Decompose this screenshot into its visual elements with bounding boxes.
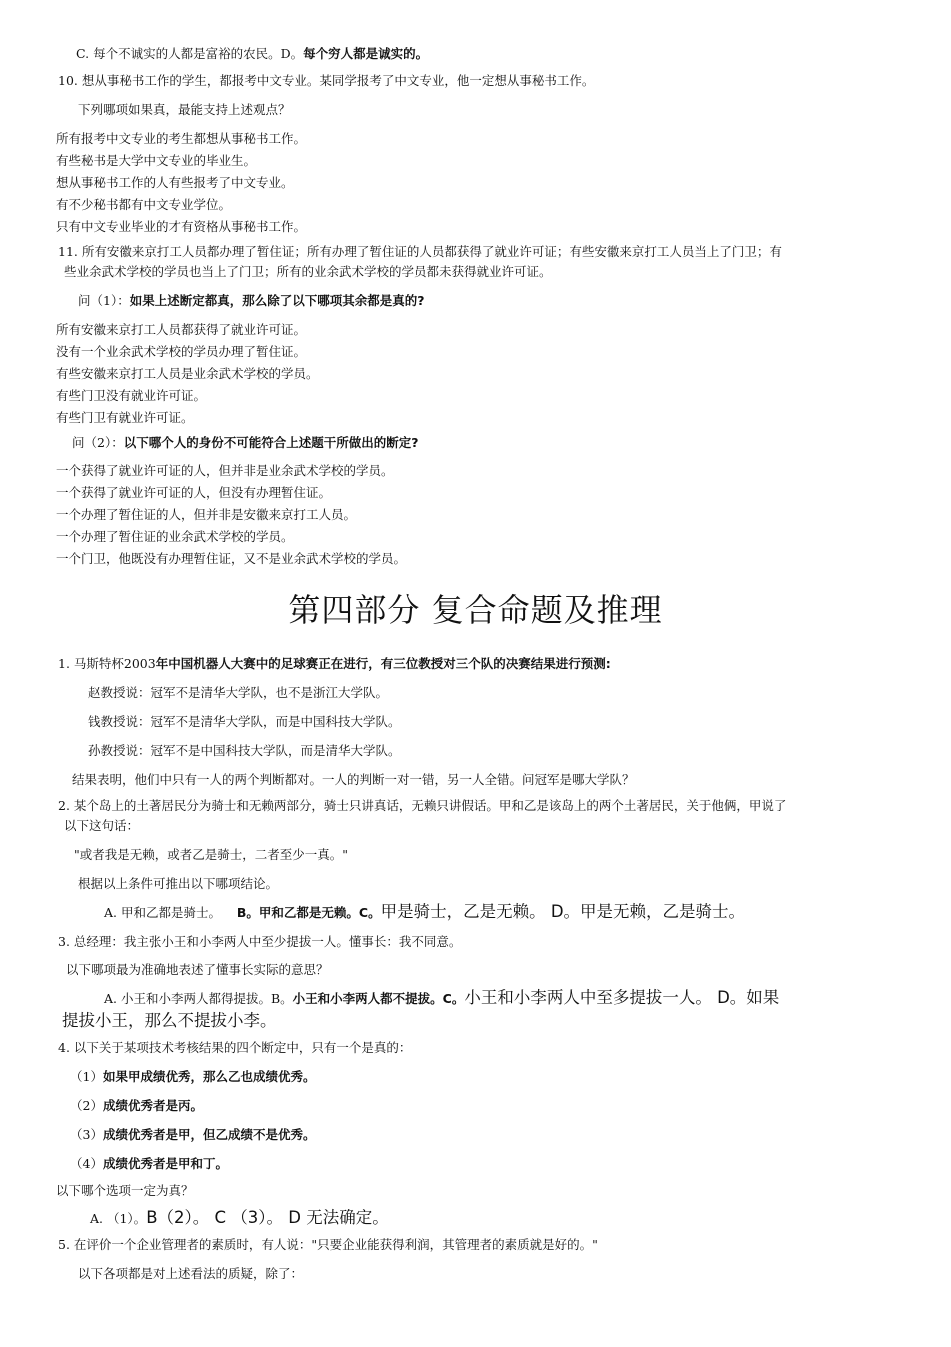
q11-stem-line-2: 些业余武术学校的学员也当上了门卫；所有的业余武术学校的学员都未获得就业许可证。 <box>64 264 552 279</box>
p3-stem: 3. 总经理：我主张小王和小李两人中至少提拔一人。懂事长：我不同意。 <box>58 934 462 949</box>
p4-item-4 <box>70 1155 228 1173</box>
q11-option1-3: 有些安徽来京打工人员是业余武术学校的学员。 <box>56 366 319 381</box>
q11-option1-1: 所有安徽来京打工人员都获得了就业许可证。 <box>56 322 307 337</box>
q10-option-3: 想从事秘书工作的人有些报考了中文专业。 <box>56 175 294 190</box>
q11-ask-2-prefix: 问（2）： <box>72 435 124 450</box>
q11-option1-4: 有些门卫没有就业许可证。 <box>56 388 207 403</box>
p2-ask: 根据以上条件可推出以下哪项结论。 <box>78 876 279 891</box>
p4-item-3-num: （3） <box>70 1127 103 1142</box>
p3-option-a: A. 小王和小李两人都得提拔。B。 <box>104 991 293 1006</box>
q11-option1-5: 有些门卫有就业许可证。 <box>56 410 194 425</box>
p3-options-line <box>104 989 779 1008</box>
q11-ask-1-line <box>78 292 424 310</box>
p2-quote: "或者我是无赖，或者乙是骑士，二者至少一真。" <box>74 847 348 862</box>
q11-option1-2: 没有一个业余武术学校的学员办理了暂住证。 <box>56 344 307 359</box>
q11-stem-line-1: 11. 所有安徽来京打工人员都办理了暂住证；所有办理了暂住证的人员都获得了就业许可证；有些安徽来京打工人员当上了门卫；有 <box>58 244 782 259</box>
p1-result: 结果表明，他们中只有一人的两个判断都对。一人的判断一对一错，另一人全错。问冠军是哪大学队？ <box>72 772 635 787</box>
q11-option2-3: 一个办理了暂住证的人，但并非是安徽来京打工人员。 <box>56 507 357 522</box>
p2-option-cd: 甲是骑士，乙是无赖。 D。甲是无赖，乙是骑士。 <box>380 902 746 921</box>
p4-ask: 以下哪个选项一定为真？ <box>56 1183 194 1198</box>
q11-ask-1: 如果上述断定都真，那么除了以下哪项其余都是真的? <box>129 293 425 308</box>
p3-option-b: 小王和小李两人都不提拔。C。 <box>292 991 465 1006</box>
p1-zhao: 赵教授说：冠军不是清华大学队，也不是浙江大学队。 <box>88 685 389 700</box>
p1-qian: 钱教授说：冠军不是清华大学队，而是中国科技大学队。 <box>88 714 401 729</box>
p5-ask: 以下各项都是对上述看法的质疑，除了： <box>78 1266 304 1281</box>
p4-item-1 <box>70 1068 315 1086</box>
p2-options-line <box>104 903 745 922</box>
q11-option2-5: 一个门卫，他既没有办理暂住证，又不是业余武术学校的学员。 <box>56 551 407 566</box>
p2-stem-line-1: 2. 某个岛上的土著居民分为骑士和无赖两部分，骑士只讲真话，无赖只讲假话。甲和乙是该岛上的两个土著居民，关于他俩，甲说了 <box>58 798 787 813</box>
q11-ask-1-prefix: 问（1）： <box>78 293 130 308</box>
p4-option-a: A. （1）。 <box>90 1211 147 1226</box>
p4-item-2 <box>70 1097 203 1115</box>
p5-stem: 5. 在评价一个企业管理者的素质时，有人说："只要企业能获得利润，其管理者的素质就是好的。" <box>58 1237 598 1252</box>
p4-item-2-text: 成绩优秀者是丙。 <box>102 1098 203 1113</box>
q10-ask: 下列哪项如果真，最能支持上述观点？ <box>78 102 291 117</box>
p4-item-3 <box>70 1126 315 1144</box>
p3-option-c: 小王和小李两人中至多提拔一人。 D。如果 <box>464 988 780 1007</box>
p3-ask: 以下哪项最为准确地表述了懂事长实际的意思？ <box>66 962 329 977</box>
p4-item-3-text: 成绩优秀者是甲，但乙成绩不是优秀。 <box>102 1127 316 1142</box>
p4-item-4-text: 成绩优秀者是甲和丁。 <box>102 1156 228 1171</box>
q10-option-5: 只有中文专业毕业的才有资格从事秘书工作。 <box>56 219 307 234</box>
p2-stem-line-2: 以下这句话： <box>64 818 140 833</box>
p4-option-rest: B（2）。 C （3）。 D 无法确定。 <box>146 1208 389 1227</box>
q11-option2-4: 一个办理了暂住证的业余武术学校的学员。 <box>56 529 294 544</box>
q11-ask-2: 以下哪个人的身份不可能符合上述题干所做出的断定? <box>123 435 419 450</box>
q11-option2-1: 一个获得了就业许可证的人，但并非是业余武术学校的学员。 <box>56 463 394 478</box>
prev-option-line <box>76 45 428 63</box>
p2-option-a: A. 甲和乙都是骑士。 <box>104 905 221 920</box>
q10-option-1: 所有报考中文专业的考生都想从事秘书工作。 <box>56 131 307 146</box>
p2-option-b: B。甲和乙都是无赖。C。 <box>236 905 381 920</box>
section-title: 第四部分 复合命题及推理 <box>288 591 663 629</box>
p4-stem: 4. 以下关于某项技术考核结果的四个断定中，只有一个是真的： <box>58 1040 412 1055</box>
p1-stem-a: 1. 马斯特杯2003 <box>58 656 156 671</box>
q11-ask-2-line <box>72 434 418 452</box>
p4-item-1-text: 如果甲成绩优秀，那么乙也成绩优秀。 <box>102 1069 316 1084</box>
q11-option2-2: 一个获得了就业许可证的人，但没有办理暂住证。 <box>56 485 332 500</box>
q10-option-2: 有些秘书是大学中文专业的毕业生。 <box>56 153 257 168</box>
p1-stem-b: 年中国机器人大赛中的足球赛正在进行，有三位教授对三个队的决赛结果进行预测: <box>155 656 611 671</box>
p4-options-line <box>90 1209 389 1228</box>
prev-option-c: C. 每个不诚实的人都是富裕的农民。D。 <box>76 46 304 61</box>
p4-item-4-num: （4） <box>70 1156 103 1171</box>
p1-stem-line <box>58 655 611 673</box>
p1-sun: 孙教授说：冠军不是中国科技大学队，而是清华大学队。 <box>88 743 401 758</box>
p4-item-1-num: （1） <box>70 1069 103 1084</box>
p3-option-d-cont: 提拔小王，那么不提拔小李。 <box>62 1011 277 1030</box>
prev-option-d: 每个穷人都是诚实的。 <box>303 46 429 61</box>
p4-item-2-num: （2） <box>70 1098 103 1113</box>
q10-stem: 10. 想从事秘书工作的学生，都报考中文专业。某同学报考了中文专业，他一定想从事秘书工作。 <box>58 73 595 88</box>
q10-option-4: 有不少秘书都有中文专业学位。 <box>56 197 232 212</box>
